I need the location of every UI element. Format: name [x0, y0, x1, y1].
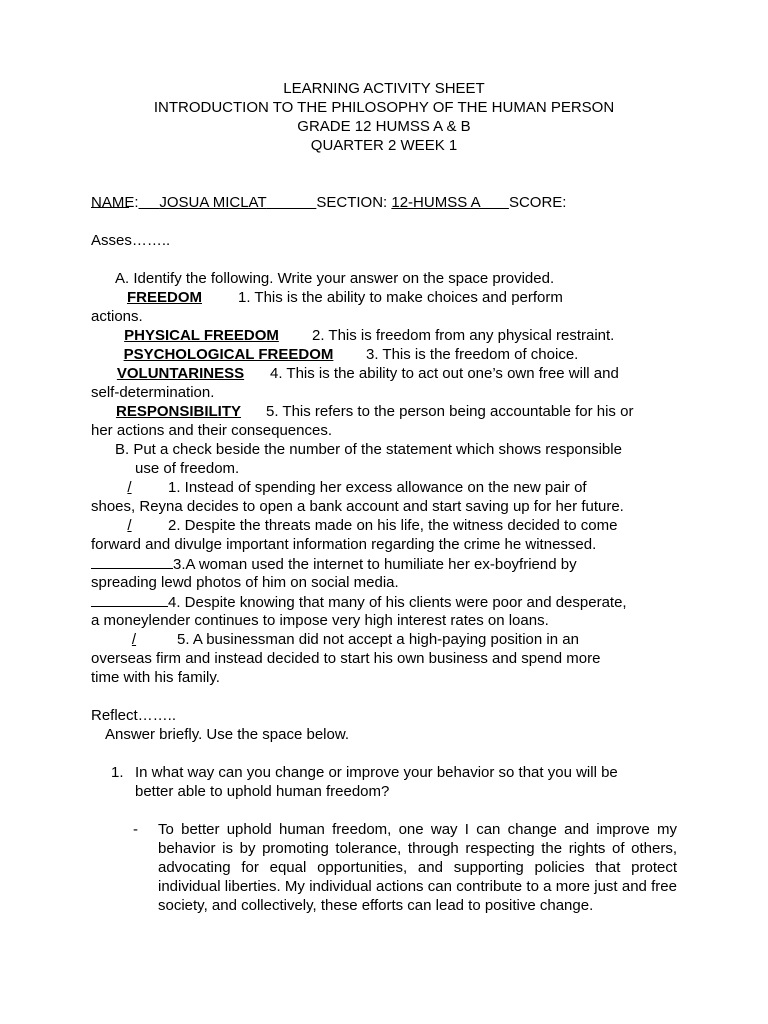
item-5-answer: RESPONSIBILITY — [115, 403, 242, 420]
part-b-instruction-cont: use of freedom. — [135, 460, 240, 477]
item-2-answer: PHYSICAL FREEDOM — [124, 327, 279, 344]
item-2: PHYSICAL FREEDOM 2. This is freedom from any physical restraint. — [91, 326, 614, 345]
check-2-cont: forward and divulge important information regarding the crime he witnessed. — [91, 536, 597, 553]
item-4: VOLUNTARINESS 4. This is the ability to act out one’s own free will and — [91, 364, 619, 383]
check-5-cont: overseas firm and instead decided to start his own business and spend more — [91, 650, 601, 667]
check-3-cont: spreading lewd photos of him on social media. — [91, 574, 399, 591]
item-5-cont: her actions and their consequences. — [91, 422, 332, 439]
check-1-mark: / — [127, 479, 132, 496]
check-3-blank — [91, 554, 173, 569]
item-4-cont: self-determination. — [91, 384, 215, 401]
subject-title: INTRODUCTION TO THE PHILOSOPHY OF THE HUMAN PERSON — [153, 99, 615, 116]
item-3-answer: PSYCHOLOGICAL FREEDOM — [123, 346, 334, 363]
check-2-mark: / — [127, 517, 132, 534]
reflect-heading: Reflect…….. — [91, 707, 177, 724]
check-4-cont: a moneylender continues to impose very high interest rates on loans. — [91, 612, 549, 629]
check-1-cont: shoes, Reyna decides to open a bank account and start saving up for her future. — [91, 498, 624, 515]
question-text: In what way can you change or improve your behavior so that you will be — [135, 764, 618, 781]
answer-bullet: - — [133, 821, 138, 838]
score-label: SCORE: — [508, 194, 567, 211]
check-4-blank — [91, 592, 168, 607]
check-4: 4. Despite knowing that many of his clients were poor and desperate, — [91, 592, 627, 612]
check-5-mark: / — [131, 631, 137, 648]
check-5: / 5. A businessman did not accept a high-paying position in an — [91, 630, 579, 649]
question-text-cont: better able to uphold human freedom? — [135, 783, 390, 800]
sheet-title: LEARNING ACTIVITY SHEET — [283, 80, 485, 97]
item-3: PSYCHOLOGICAL FREEDOM 3. This is the freedom of choice. — [91, 345, 578, 364]
item-1: FREEDOM 1. This is the ability to make choices and perform — [91, 288, 563, 307]
check-5-cont2: time with his family. — [91, 669, 220, 686]
item-5: RESPONSIBILITY 5. This refers to the person being accountable for his or — [91, 402, 633, 421]
quarter-line: QUARTER 2 WEEK 1 — [310, 137, 458, 154]
assess-heading: Asses…….. — [91, 232, 171, 249]
section-label: SECTION: — [316, 194, 388, 211]
check-2: / 2. Despite the threats made on his life, the witness decided to come — [91, 516, 617, 535]
check-3: 3.A woman used the internet to humiliate her ex-boyfriend by — [91, 554, 577, 574]
grade-line: GRADE 12 HUMSS A & B — [297, 118, 471, 135]
reflect-instruction: Answer briefly. Use the space below. — [105, 726, 350, 743]
item-1-answer: FREEDOM — [127, 289, 202, 306]
name-label: NAME: — [91, 194, 139, 211]
score-blank — [91, 193, 129, 213]
item-4-answer: VOLUNTARINESS — [116, 365, 245, 382]
student-info — [91, 174, 566, 212]
part-b-instruction: B. Put a check beside the number of the statement which shows responsible — [115, 441, 622, 458]
reflection-answer: To better uphold human freedom, one way I can change and improve my behavior is by promoting tolerance, through respecting the rights of others, advocating for equal opportunities, and supporting policies that protect individual liberties. My individual actions can contribute to a more just and free society, and collectively, these efforts can lead to positive change. — [158, 821, 677, 914]
check-1: / 1. Instead of spending her excess allowance on the new pair of — [91, 478, 587, 497]
item-1-cont: actions. — [91, 308, 143, 325]
name-value: JOSUA MICLAT — [159, 194, 267, 211]
part-a-instruction: A. Identify the following. Write your answer on the space provided. — [115, 270, 555, 287]
section-value: 12-HUMSS A — [391, 194, 480, 211]
question-number: 1. — [111, 764, 124, 781]
